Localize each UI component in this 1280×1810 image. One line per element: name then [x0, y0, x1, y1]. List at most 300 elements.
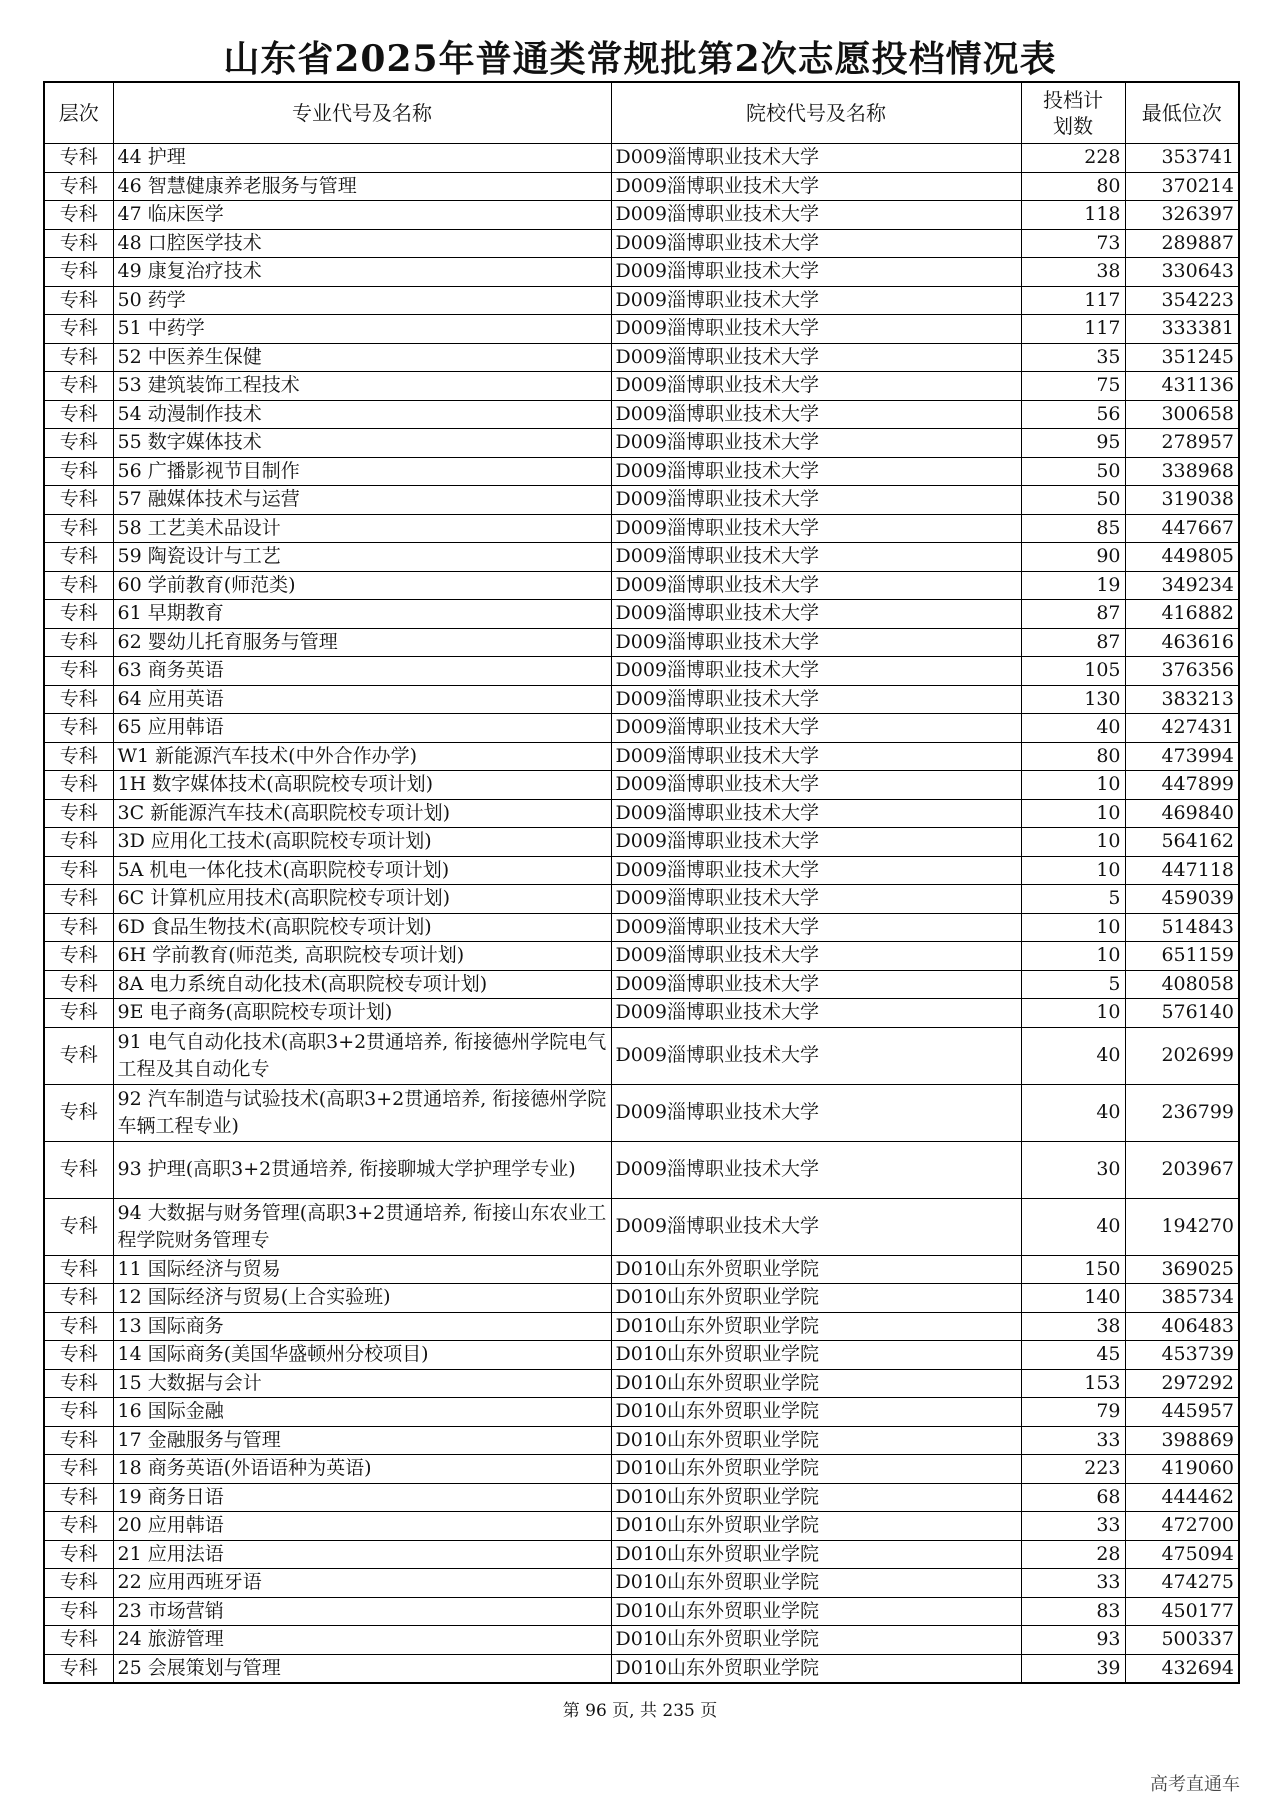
cell-major: 59 陶瓷设计与工艺 [113, 543, 611, 572]
cell-min-rank: 447899 [1125, 771, 1239, 800]
cell-plan: 10 [1021, 999, 1125, 1028]
table-row [44, 1341, 1239, 1370]
cell-level: 专科 [44, 229, 113, 258]
cell-major: 5A 机电一体化技术(高职院校专项计划) [113, 856, 611, 885]
header-min-rank: 最低位次 [1125, 82, 1239, 144]
cell-major: 23 市场营销 [113, 1597, 611, 1626]
cell-min-rank: 432694 [1125, 1654, 1239, 1683]
cell-major: 47 临床医学 [113, 201, 611, 230]
cell-plan: 40 [1021, 1198, 1125, 1255]
cell-major: 51 中药学 [113, 315, 611, 344]
cell-level: 专科 [44, 343, 113, 372]
cell-major: 17 金融服务与管理 [113, 1426, 611, 1455]
cell-major: 24 旅游管理 [113, 1626, 611, 1655]
cell-major: 94 大数据与财务管理(高职3+2贯通培养, 衔接山东农业工程学院财务管理专 [113, 1198, 611, 1255]
cell-plan: 45 [1021, 1341, 1125, 1370]
cell-plan: 10 [1021, 828, 1125, 857]
cell-school: D010山东外贸职业学院 [611, 1483, 1021, 1512]
table-row [44, 1626, 1239, 1655]
cell-min-rank: 300658 [1125, 400, 1239, 429]
cell-major: 65 应用韩语 [113, 714, 611, 743]
cell-min-rank: 385734 [1125, 1284, 1239, 1313]
cell-major: 53 建筑装饰工程技术 [113, 372, 611, 401]
cell-school: D010山东外贸职业学院 [611, 1341, 1021, 1370]
table-row [44, 828, 1239, 857]
cell-plan: 80 [1021, 172, 1125, 201]
cell-plan: 68 [1021, 1483, 1125, 1512]
table-row [44, 343, 1239, 372]
cell-plan: 153 [1021, 1369, 1125, 1398]
table-row [44, 457, 1239, 486]
table-row [44, 1284, 1239, 1313]
cell-min-rank: 370214 [1125, 172, 1239, 201]
cell-min-rank: 469840 [1125, 799, 1239, 828]
cell-major: 92 汽车制造与试验技术(高职3+2贯通培养, 衔接德州学院车辆工程专业) [113, 1084, 611, 1141]
table-row [44, 172, 1239, 201]
table-row [44, 571, 1239, 600]
cell-school: D009淄博职业技术大学 [611, 970, 1021, 999]
cell-min-rank: 564162 [1125, 828, 1239, 857]
header-school: 院校代号及名称 [611, 82, 1021, 144]
cell-major: 6C 计算机应用技术(高职院校专项计划) [113, 885, 611, 914]
cell-major: 3D 应用化工技术(高职院校专项计划) [113, 828, 611, 857]
cell-level: 专科 [44, 1141, 113, 1198]
cell-level: 专科 [44, 1198, 113, 1255]
cell-major: 54 动漫制作技术 [113, 400, 611, 429]
table-row [44, 1369, 1239, 1398]
cell-major: 6D 食品生物技术(高职院校专项计划) [113, 913, 611, 942]
cell-level: 专科 [44, 1626, 113, 1655]
cell-major: 50 药学 [113, 286, 611, 315]
cell-school: D009淄博职业技术大学 [611, 942, 1021, 971]
cell-plan: 5 [1021, 885, 1125, 914]
page-footer: 第 96 页, 共 235 页 [562, 1701, 718, 1721]
cell-plan: 95 [1021, 429, 1125, 458]
cell-min-rank: 419060 [1125, 1455, 1239, 1484]
cell-plan: 28 [1021, 1540, 1125, 1569]
cell-level: 专科 [44, 486, 113, 515]
cell-major: 9E 电子商务(高职院校专项计划) [113, 999, 611, 1028]
cell-level: 专科 [44, 1027, 113, 1084]
cell-min-rank: 453739 [1125, 1341, 1239, 1370]
table-row [44, 514, 1239, 543]
cell-level: 专科 [44, 1597, 113, 1626]
cell-level: 专科 [44, 856, 113, 885]
cell-min-rank: 472700 [1125, 1512, 1239, 1541]
cell-min-rank: 351245 [1125, 343, 1239, 372]
cell-level: 专科 [44, 1654, 113, 1683]
cell-school: D009淄博职业技术大学 [611, 771, 1021, 800]
table-row [44, 315, 1239, 344]
cell-major: 44 护理 [113, 144, 611, 173]
table-row [44, 1654, 1239, 1683]
cell-level: 专科 [44, 543, 113, 572]
cell-major: 3C 新能源汽车技术(高职院校专项计划) [113, 799, 611, 828]
cell-school: D009淄博职业技术大学 [611, 856, 1021, 885]
table-row [44, 372, 1239, 401]
table-row [44, 1483, 1239, 1512]
cell-major: 1H 数字媒体技术(高职院校专项计划) [113, 771, 611, 800]
cell-level: 专科 [44, 742, 113, 771]
cell-min-rank: 431136 [1125, 372, 1239, 401]
cell-plan: 150 [1021, 1255, 1125, 1284]
cell-plan: 40 [1021, 1084, 1125, 1141]
cell-major: 15 大数据与会计 [113, 1369, 611, 1398]
cell-level: 专科 [44, 628, 113, 657]
table-body [44, 144, 1239, 1684]
cell-school: D010山东外贸职业学院 [611, 1255, 1021, 1284]
cell-level: 专科 [44, 685, 113, 714]
cell-level: 专科 [44, 1312, 113, 1341]
cell-school: D009淄博职业技术大学 [611, 714, 1021, 743]
table-row [44, 1398, 1239, 1427]
cell-school: D009淄博职业技术大学 [611, 514, 1021, 543]
cell-min-rank: 408058 [1125, 970, 1239, 999]
cell-major: 60 学前教育(师范类) [113, 571, 611, 600]
cell-min-rank: 447118 [1125, 856, 1239, 885]
cell-major: 49 康复治疗技术 [113, 258, 611, 287]
cell-major: 63 商务英语 [113, 657, 611, 686]
table-row [44, 799, 1239, 828]
cell-plan: 5 [1021, 970, 1125, 999]
cell-min-rank: 463616 [1125, 628, 1239, 657]
cell-school: D009淄博职业技术大学 [611, 885, 1021, 914]
cell-school: D009淄博职业技术大学 [611, 628, 1021, 657]
table-row [44, 229, 1239, 258]
table-row [44, 942, 1239, 971]
cell-major: 16 国际金融 [113, 1398, 611, 1427]
table-row [44, 913, 1239, 942]
admission-table [43, 81, 1240, 1684]
cell-min-rank: 194270 [1125, 1198, 1239, 1255]
cell-school: D010山东外贸职业学院 [611, 1398, 1021, 1427]
cell-school: D009淄博职业技术大学 [611, 1027, 1021, 1084]
cell-major: 48 口腔医学技术 [113, 229, 611, 258]
cell-school: D009淄博职业技术大学 [611, 201, 1021, 230]
cell-min-rank: 333381 [1125, 315, 1239, 344]
cell-school: D009淄博职业技术大学 [611, 1084, 1021, 1141]
cell-min-rank: 202699 [1125, 1027, 1239, 1084]
cell-min-rank: 338968 [1125, 457, 1239, 486]
cell-school: D010山东外贸职业学院 [611, 1654, 1021, 1683]
table-row [44, 742, 1239, 771]
cell-school: D010山东外贸职业学院 [611, 1284, 1021, 1313]
cell-plan: 40 [1021, 1027, 1125, 1084]
table-row [44, 1597, 1239, 1626]
cell-school: D010山东外贸职业学院 [611, 1597, 1021, 1626]
cell-school: D009淄博职业技术大学 [611, 486, 1021, 515]
table-row [44, 486, 1239, 515]
page-title: 山东省2025年普通类常规批第2次志愿投档情况表 [223, 38, 1057, 80]
cell-level: 专科 [44, 657, 113, 686]
cell-min-rank: 353741 [1125, 144, 1239, 173]
cell-level: 专科 [44, 885, 113, 914]
cell-min-rank: 406483 [1125, 1312, 1239, 1341]
cell-school: D009淄博职业技术大学 [611, 229, 1021, 258]
cell-min-rank: 289887 [1125, 229, 1239, 258]
cell-school: D010山东外贸职业学院 [611, 1369, 1021, 1398]
cell-min-rank: 576140 [1125, 999, 1239, 1028]
table-row [44, 1569, 1239, 1598]
cell-level: 专科 [44, 172, 113, 201]
table-row [44, 1512, 1239, 1541]
table-row [44, 628, 1239, 657]
cell-school: D010山东外贸职业学院 [611, 1512, 1021, 1541]
cell-major: 25 会展策划与管理 [113, 1654, 611, 1683]
cell-school: D010山东外贸职业学院 [611, 1426, 1021, 1455]
cell-major: 56 广播影视节目制作 [113, 457, 611, 486]
cell-school: D009淄博职业技术大学 [611, 457, 1021, 486]
cell-level: 专科 [44, 1540, 113, 1569]
cell-plan: 30 [1021, 1141, 1125, 1198]
cell-plan: 105 [1021, 657, 1125, 686]
table-row [44, 201, 1239, 230]
cell-min-rank: 473994 [1125, 742, 1239, 771]
cell-min-rank: 449805 [1125, 543, 1239, 572]
cell-min-rank: 278957 [1125, 429, 1239, 458]
cell-plan: 50 [1021, 486, 1125, 515]
cell-level: 专科 [44, 799, 113, 828]
cell-level: 专科 [44, 1398, 113, 1427]
table-row [44, 258, 1239, 287]
cell-min-rank: 376356 [1125, 657, 1239, 686]
cell-plan: 85 [1021, 514, 1125, 543]
cell-level: 专科 [44, 372, 113, 401]
cell-plan: 10 [1021, 799, 1125, 828]
cell-min-rank: 319038 [1125, 486, 1239, 515]
table-row [44, 1426, 1239, 1455]
cell-school: D009淄博职业技术大学 [611, 258, 1021, 287]
cell-school: D009淄博职业技术大学 [611, 144, 1021, 173]
table-row [44, 999, 1239, 1028]
cell-school: D009淄博职业技术大学 [611, 799, 1021, 828]
cell-level: 专科 [44, 1284, 113, 1313]
cell-min-rank: 651159 [1125, 942, 1239, 971]
cell-plan: 75 [1021, 372, 1125, 401]
cell-school: D009淄博职业技术大学 [611, 400, 1021, 429]
cell-min-rank: 383213 [1125, 685, 1239, 714]
cell-major: W1 新能源汽车技术(中外合作办学) [113, 742, 611, 771]
cell-plan: 117 [1021, 315, 1125, 344]
cell-level: 专科 [44, 1512, 113, 1541]
header-major: 专业代号及名称 [113, 82, 611, 144]
cell-min-rank: 514843 [1125, 913, 1239, 942]
cell-plan: 90 [1021, 543, 1125, 572]
cell-min-rank: 474275 [1125, 1569, 1239, 1598]
cell-plan: 33 [1021, 1569, 1125, 1598]
cell-min-rank: 459039 [1125, 885, 1239, 914]
cell-major: 12 国际经济与贸易(上合实验班) [113, 1284, 611, 1313]
cell-min-rank: 444462 [1125, 1483, 1239, 1512]
table-row [44, 856, 1239, 885]
cell-min-rank: 354223 [1125, 286, 1239, 315]
table-row [44, 1027, 1239, 1084]
cell-plan: 33 [1021, 1512, 1125, 1541]
cell-level: 专科 [44, 201, 113, 230]
table-row [44, 1084, 1239, 1141]
cell-plan: 50 [1021, 457, 1125, 486]
cell-level: 专科 [44, 1455, 113, 1484]
cell-level: 专科 [44, 1255, 113, 1284]
cell-school: D009淄博职业技术大学 [611, 286, 1021, 315]
cell-major: 11 国际经济与贸易 [113, 1255, 611, 1284]
header-plan-line2: 划数 [1053, 114, 1093, 138]
cell-major: 61 早期教育 [113, 600, 611, 629]
cell-level: 专科 [44, 771, 113, 800]
cell-level: 专科 [44, 315, 113, 344]
cell-school: D009淄博职业技术大学 [611, 999, 1021, 1028]
table-row [44, 657, 1239, 686]
cell-major: 91 电气自动化技术(高职3+2贯通培养, 衔接德州学院电气工程及其自动化专 [113, 1027, 611, 1084]
cell-school: D009淄博职业技术大学 [611, 1198, 1021, 1255]
cell-plan: 79 [1021, 1398, 1125, 1427]
table-row [44, 1198, 1239, 1255]
cell-min-rank: 475094 [1125, 1540, 1239, 1569]
table-row [44, 685, 1239, 714]
cell-level: 专科 [44, 1369, 113, 1398]
cell-level: 专科 [44, 571, 113, 600]
cell-min-rank: 236799 [1125, 1084, 1239, 1141]
cell-major: 46 智慧健康养老服务与管理 [113, 172, 611, 201]
table-row [44, 286, 1239, 315]
cell-school: D009淄博职业技术大学 [611, 1141, 1021, 1198]
cell-plan: 35 [1021, 343, 1125, 372]
cell-major: 20 应用韩语 [113, 1512, 611, 1541]
cell-plan: 83 [1021, 1597, 1125, 1626]
cell-min-rank: 326397 [1125, 201, 1239, 230]
table-row [44, 1455, 1239, 1484]
cell-plan: 33 [1021, 1426, 1125, 1455]
cell-school: D010山东外贸职业学院 [611, 1455, 1021, 1484]
cell-min-rank: 297292 [1125, 1369, 1239, 1398]
cell-major: 22 应用西班牙语 [113, 1569, 611, 1598]
header-plan-line1: 投档计 [1043, 88, 1103, 112]
cell-min-rank: 450177 [1125, 1597, 1239, 1626]
cell-major: 14 国际商务(美国华盛顿州分校项目) [113, 1341, 611, 1370]
cell-school: D010山东外贸职业学院 [611, 1569, 1021, 1598]
cell-plan: 39 [1021, 1654, 1125, 1683]
cell-level: 专科 [44, 828, 113, 857]
cell-level: 专科 [44, 1483, 113, 1512]
cell-level: 专科 [44, 144, 113, 173]
cell-major: 52 中医养生保健 [113, 343, 611, 372]
cell-major: 13 国际商务 [113, 1312, 611, 1341]
cell-plan: 118 [1021, 201, 1125, 230]
cell-level: 专科 [44, 429, 113, 458]
cell-school: D010山东外贸职业学院 [611, 1312, 1021, 1341]
cell-school: D009淄博职业技术大学 [611, 828, 1021, 857]
cell-plan: 10 [1021, 942, 1125, 971]
cell-major: 64 应用英语 [113, 685, 611, 714]
cell-school: D009淄博职业技术大学 [611, 372, 1021, 401]
table-row [44, 714, 1239, 743]
cell-plan: 87 [1021, 628, 1125, 657]
cell-plan: 73 [1021, 229, 1125, 258]
cell-level: 专科 [44, 913, 113, 942]
cell-level: 专科 [44, 514, 113, 543]
cell-school: D009淄博职业技术大学 [611, 685, 1021, 714]
table-row [44, 885, 1239, 914]
cell-plan: 80 [1021, 742, 1125, 771]
cell-level: 专科 [44, 1426, 113, 1455]
cell-school: D009淄博职业技术大学 [611, 429, 1021, 458]
cell-plan: 140 [1021, 1284, 1125, 1313]
cell-school: D009淄博职业技术大学 [611, 172, 1021, 201]
cell-school: D009淄博职业技术大学 [611, 600, 1021, 629]
cell-major: 93 护理(高职3+2贯通培养, 衔接聊城大学护理学专业) [113, 1141, 611, 1198]
table-row [44, 543, 1239, 572]
table-row [44, 1540, 1239, 1569]
cell-school: D009淄博职业技术大学 [611, 742, 1021, 771]
cell-school: D009淄博职业技术大学 [611, 657, 1021, 686]
cell-min-rank: 447667 [1125, 514, 1239, 543]
cell-plan: 40 [1021, 714, 1125, 743]
cell-major: 8A 电力系统自动化技术(高职院校专项计划) [113, 970, 611, 999]
cell-school: D010山东外贸职业学院 [611, 1540, 1021, 1569]
cell-plan: 93 [1021, 1626, 1125, 1655]
table-row [44, 970, 1239, 999]
header-row [44, 82, 1239, 144]
cell-major: 57 融媒体技术与运营 [113, 486, 611, 515]
table-row [44, 1255, 1239, 1284]
cell-school: D009淄博职业技术大学 [611, 913, 1021, 942]
cell-level: 专科 [44, 286, 113, 315]
cell-level: 专科 [44, 714, 113, 743]
cell-school: D009淄博职业技术大学 [611, 343, 1021, 372]
cell-min-rank: 349234 [1125, 571, 1239, 600]
cell-min-rank: 445957 [1125, 1398, 1239, 1427]
cell-min-rank: 398869 [1125, 1426, 1239, 1455]
table-row [44, 400, 1239, 429]
cell-major: 18 商务英语(外语语种为英语) [113, 1455, 611, 1484]
table-row [44, 144, 1239, 173]
cell-major: 21 应用法语 [113, 1540, 611, 1569]
admission-table-container [43, 81, 1238, 1684]
cell-level: 专科 [44, 1569, 113, 1598]
watermark-text: 高考直通车 [1150, 1774, 1240, 1795]
cell-level: 专科 [44, 600, 113, 629]
cell-plan: 10 [1021, 771, 1125, 800]
header-level: 层次 [44, 82, 113, 144]
cell-min-rank: 500337 [1125, 1626, 1239, 1655]
header-plan [1021, 82, 1125, 144]
cell-level: 专科 [44, 1084, 113, 1141]
cell-major: 55 数字媒体技术 [113, 429, 611, 458]
cell-min-rank: 203967 [1125, 1141, 1239, 1198]
cell-level: 专科 [44, 400, 113, 429]
cell-school: D009淄博职业技术大学 [611, 315, 1021, 344]
cell-school: D009淄博职业技术大学 [611, 571, 1021, 600]
cell-school: D010山东外贸职业学院 [611, 1626, 1021, 1655]
cell-major: 62 婴幼儿托育服务与管理 [113, 628, 611, 657]
cell-plan: 38 [1021, 258, 1125, 287]
cell-plan: 87 [1021, 600, 1125, 629]
cell-level: 专科 [44, 942, 113, 971]
table-row [44, 1141, 1239, 1198]
table-row [44, 1312, 1239, 1341]
cell-plan: 38 [1021, 1312, 1125, 1341]
cell-level: 专科 [44, 999, 113, 1028]
cell-major: 6H 学前教育(师范类, 高职院校专项计划) [113, 942, 611, 971]
table-row [44, 600, 1239, 629]
cell-min-rank: 427431 [1125, 714, 1239, 743]
cell-level: 专科 [44, 258, 113, 287]
cell-min-rank: 369025 [1125, 1255, 1239, 1284]
cell-level: 专科 [44, 457, 113, 486]
table-row [44, 771, 1239, 800]
cell-min-rank: 416882 [1125, 600, 1239, 629]
cell-plan: 19 [1021, 571, 1125, 600]
